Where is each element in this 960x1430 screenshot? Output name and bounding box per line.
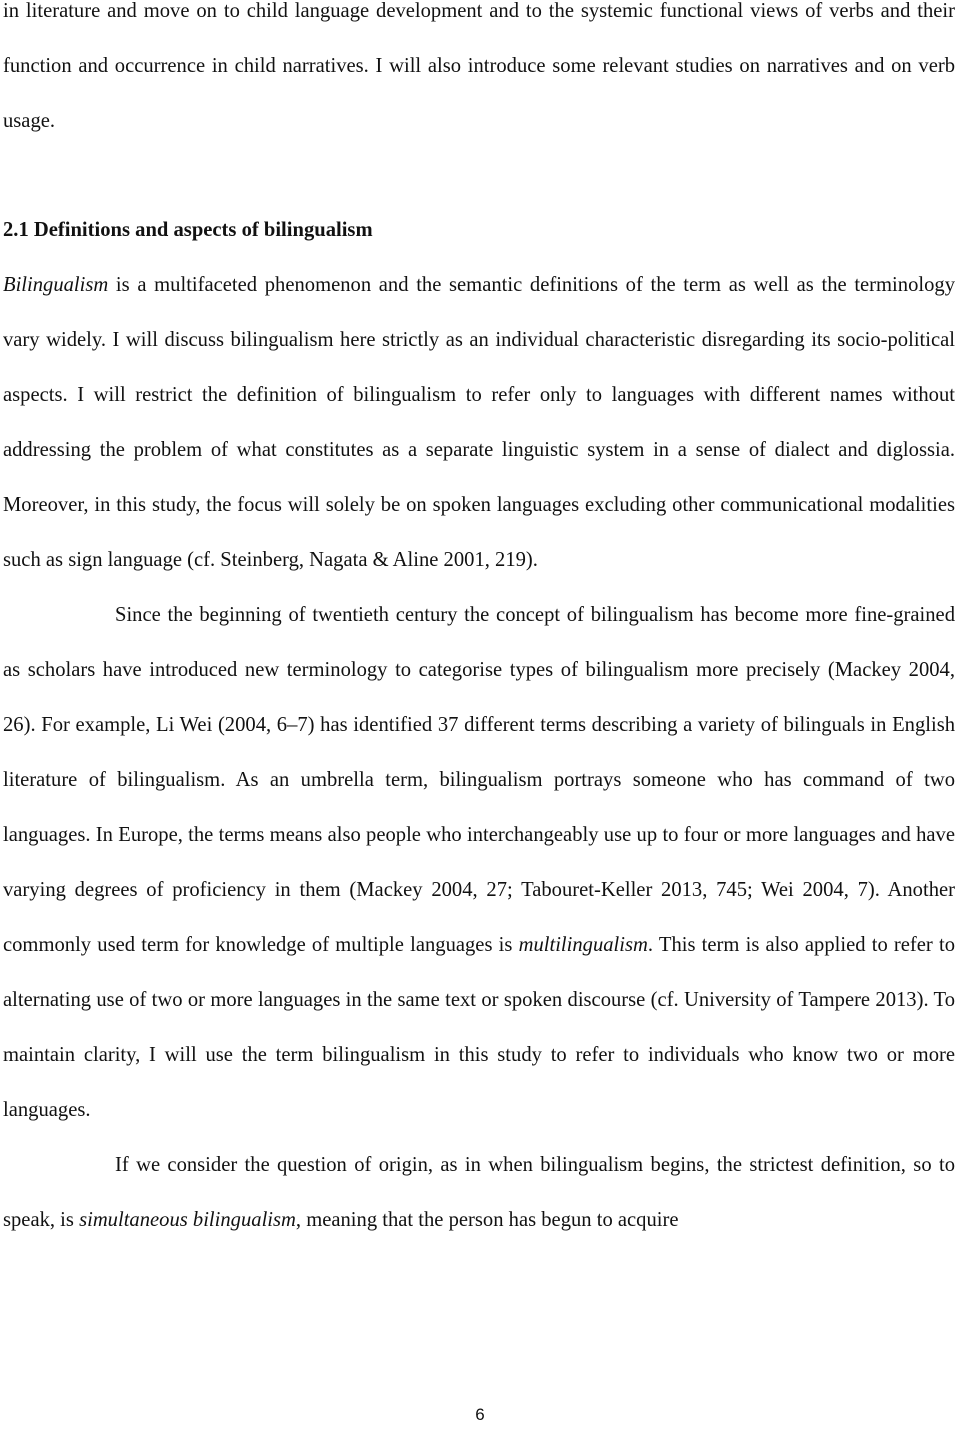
section-heading: 2.1 Definitions and aspects of bilingualism xyxy=(3,219,373,241)
paragraph-origin-text-before: If we consider the question of origin, as in when bilingualism begins, the strictest definition, so to speak, is xyxy=(3,1154,955,1231)
page-number: 6 xyxy=(475,1405,485,1424)
term-bilingualism: Bilingualism xyxy=(3,274,109,296)
term-multilingualism: multilingualism xyxy=(518,934,648,956)
term-simultaneous-bilingualism: simultaneous bilingualism xyxy=(79,1209,296,1231)
paragraph-definitions-text: is a multifaceted phenomenon and the semantic definitions of the term as well as the terminology vary widely. I will discuss bilingualism here strictly as an individual characteristic disregarding its socio-political aspects. I will restrict the definition of bilingualism to refer only to languages with different names without addressing the problem of what constitutes as a separate linguistic system in a sense of dialect and diglossia. Moreover, in this study, the focus will solely be on spoken languages excluding other communicational modalities such as sign language (cf. Steinberg, Nagata & Aline 2001, 219). xyxy=(3,274,955,571)
intro-paragraph xyxy=(3,0,955,149)
paragraph-terminology-text-before: Since the beginning of twentieth century the concept of bilingualism has become more fine-grained as scholars have introduced new terminology to categorise types of bilingualism more precisely (Mackey 2004, 26). For example, Li Wei (2004, 6–7) has identified 37 different terms describing a variety of bilinguals in English literature of bilingualism. As an umbrella term, bilingualism portrays someone who has command of two languages. In Europe, the terms means also people who interchangeably use up to four or more languages and have varying degrees of proficiency in them (Mackey 2004, 27; Tabouret-Keller 2013, 745; Wei 2004, 7). Another commonly used term for knowledge of multiple languages is xyxy=(3,604,955,956)
body-paragraphs xyxy=(3,258,955,1248)
paragraph-origin-text-after: , meaning that the person has begun to acquire xyxy=(295,1209,679,1231)
paragraph-definitions xyxy=(3,258,955,588)
paragraph-origin xyxy=(3,1138,955,1248)
paragraph-terminology-text-after: . This term is also applied to refer to alternating use of two or more languages in the same text or spoken discourse (cf. University of Tampere 2013). To maintain clarity, I will use the term bilingualism in this study to refer to individuals who know two or more languages. xyxy=(3,934,956,1121)
intro-text: in literature and move on to child language development and to the systemic functional views of verbs and their function and occurrence in child narratives. I will also introduce some relevant studies on narratives and on verb usage. xyxy=(3,0,955,132)
paragraph-terminology xyxy=(3,588,955,1138)
